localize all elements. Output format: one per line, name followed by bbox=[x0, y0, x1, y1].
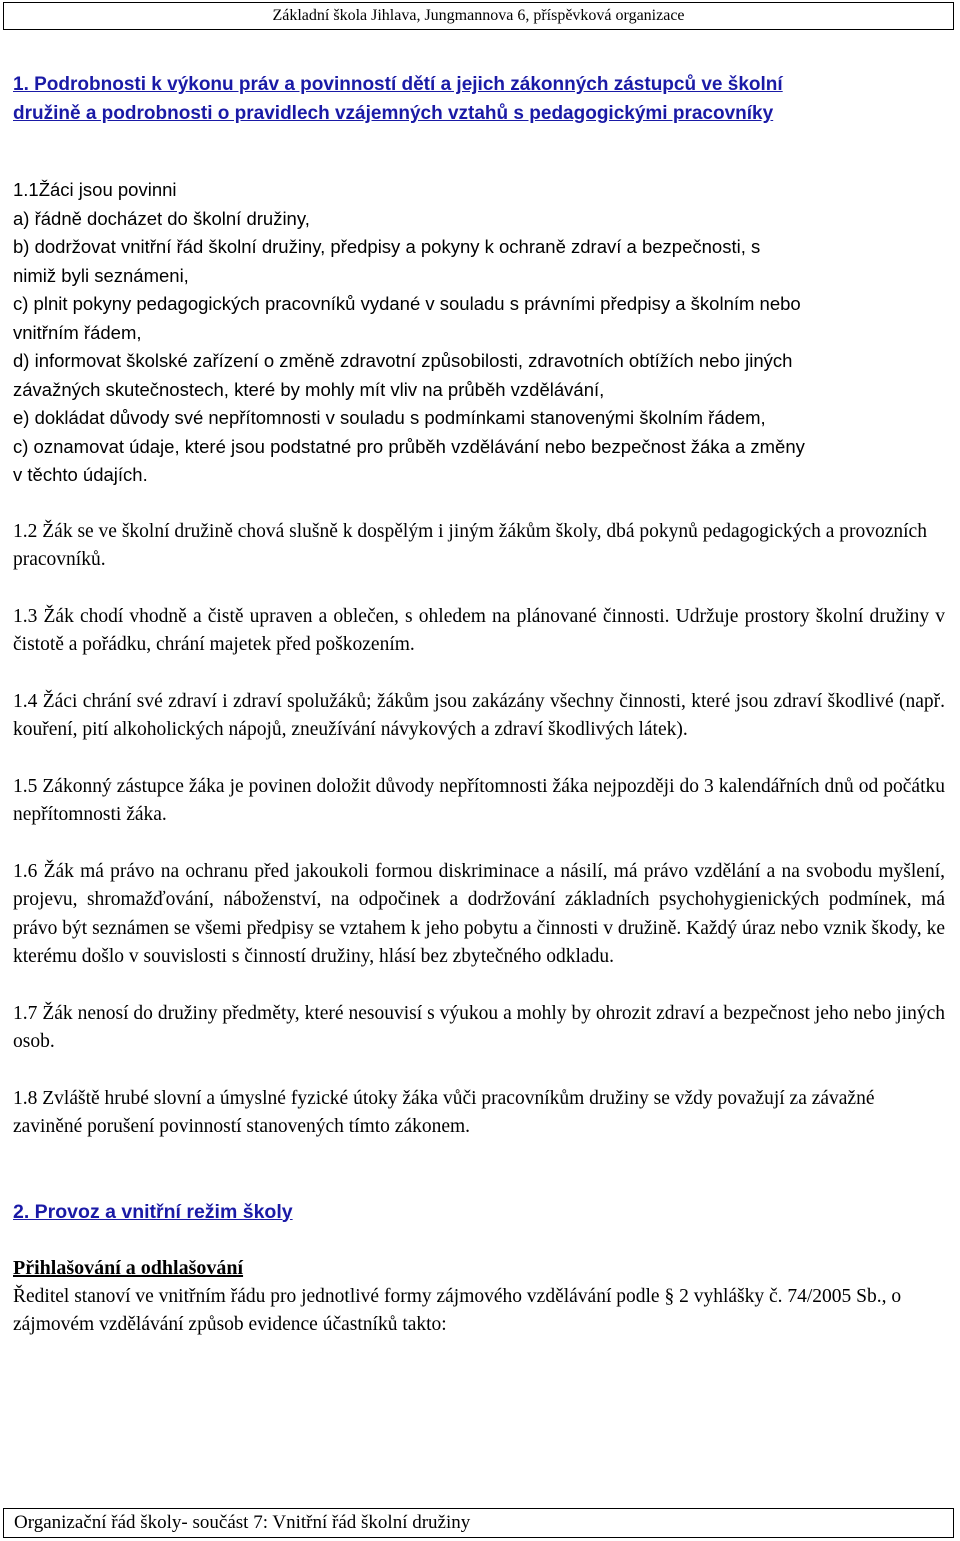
page-footer bbox=[3, 1508, 954, 1538]
p1-1-e: e) dokládat důvody své nepřítomnosti v souladu s podmínkami stanovenými školním řádem, bbox=[13, 407, 766, 428]
p1-1-c-second-1: c) oznamovat údaje, které jsou podstatné pro průběh vzdělávání nebo bezpečnost žáka a změny bbox=[13, 435, 805, 457]
section-2-title: 2. Provoz a vnitřní režim školy bbox=[13, 1200, 293, 1223]
document-body bbox=[13, 70, 945, 1340]
paragraph-1-6: 1.6 Žák má právo na ochranu před jakoukoli formou diskriminace a násilí, má právo vzdělání a na svobodu myšlení, projevu, shromažďování, náboženství, na odpočinek a dodržování základních psychohygienických podmínek, má právo být seznámen se všemi předpisy se vztahem k jeho pobytu a činnosti v družině. Každý úraz nebo vznik škody, ke kterému došlo v souvislosti s činností družiny, hlásí bez zbytečného odkladu. bbox=[13, 860, 945, 967]
section-1-title-line-2: družině a podrobnosti o pravidlech vzájemných vztahů s pedagogickými pracovníky bbox=[13, 103, 774, 124]
paragraph-1-2: 1.2 Žák se ve školní družině chová slušně k dospělým i jiným žákům školy, dbá pokynů pedagogických a provozních pracovníků. bbox=[13, 520, 927, 570]
paragraph-1-3: 1.3 Žák chodí vhodně a čistě upraven a oblečen, s ohledem na plánované činnosti. Udržuje prostory školní družiny v čistotě a pořádku, chrání majetek před poškozením. bbox=[13, 605, 945, 655]
footer-text: Organizační řád školy- součást 7: Vnitřní řád školní družiny bbox=[14, 1512, 471, 1533]
p1-1-intro: 1.1Žáci jsou povinni bbox=[13, 179, 177, 200]
p1-1-a: a) řádně docházet do školní družiny, bbox=[13, 207, 310, 229]
p1-1-b2: nimiž byli seznámeni, bbox=[13, 264, 189, 286]
paragraph-1-5: 1.5 Zákonný zástupce žáka je povinen doložit důvody nepřítomnosti žáka nejpozději do 3 kalendářních dnů od počátku nepřítomnosti žáka. bbox=[13, 775, 945, 825]
p1-1-d1: d) informovat školské zařízení o změně zdravotní způsobilosti, zdravotních obtížích nebo jiných bbox=[13, 350, 793, 371]
paragraph-1-1 bbox=[13, 176, 945, 490]
p1-1-c2: vnitřním řádem, bbox=[13, 321, 142, 343]
p1-1-b1: b) dodržovat vnitřní řád školní družiny, předpisy a pokyny k ochraně zdraví a bezpečnosti, s bbox=[13, 236, 761, 257]
paragraph-1-7: 1.7 Žák nenosí do družiny předměty, které nesouvisí s výukou a mohly by ohrozit zdraví a bezpečnost jeho nebo jiných osob. bbox=[13, 1002, 945, 1052]
p1-1-c1: c) plnit pokyny pedagogických pracovníků vydané v souladu s právními předpisy a školním nebo bbox=[13, 293, 801, 314]
header-text: Základní škola Jihlava, Jungmannova 6, příspěvková organizace bbox=[272, 7, 685, 24]
p1-1-c-second-2: v těchto údajích. bbox=[13, 464, 148, 485]
p1-1-d2: závažných skutečnostech, které by mohly mít vliv na průběh vzdělávání, bbox=[13, 378, 605, 400]
subheading-prihlasovani: Přihlašování a odhlašování bbox=[13, 1257, 244, 1279]
paragraph-1-4: 1.4 Žáci chrání své zdraví i zdraví spolužáků; žákům jsou zakázány všechny činnosti, které jsou zdraví škodlivé (např. kouření, pití alkoholických nápojů, zneužívání návykových a zdraví škodlivých látek). bbox=[13, 690, 945, 740]
section-2-text: Ředitel stanoví ve vnitřním řádu pro jednotlivé formy zájmového vzdělávání podle § 2 vyhlášky č. 74/2005 Sb., o zájmovém vzdělávání způsob evidence účastníků takto: bbox=[13, 1285, 902, 1335]
section-1-title-line-1: 1. Podrobnosti k výkonu práv a povinností dětí a jejich zákonných zástupců ve školní bbox=[13, 74, 783, 95]
paragraph-1-8: 1.8 Zvláště hrubé slovní a úmyslné fyzické útoky žáka vůči pracovníkům družiny se vždy považují za závažné zaviněné porušení povinností stanovených tímto zákonem. bbox=[13, 1087, 875, 1137]
page-header bbox=[3, 2, 954, 30]
